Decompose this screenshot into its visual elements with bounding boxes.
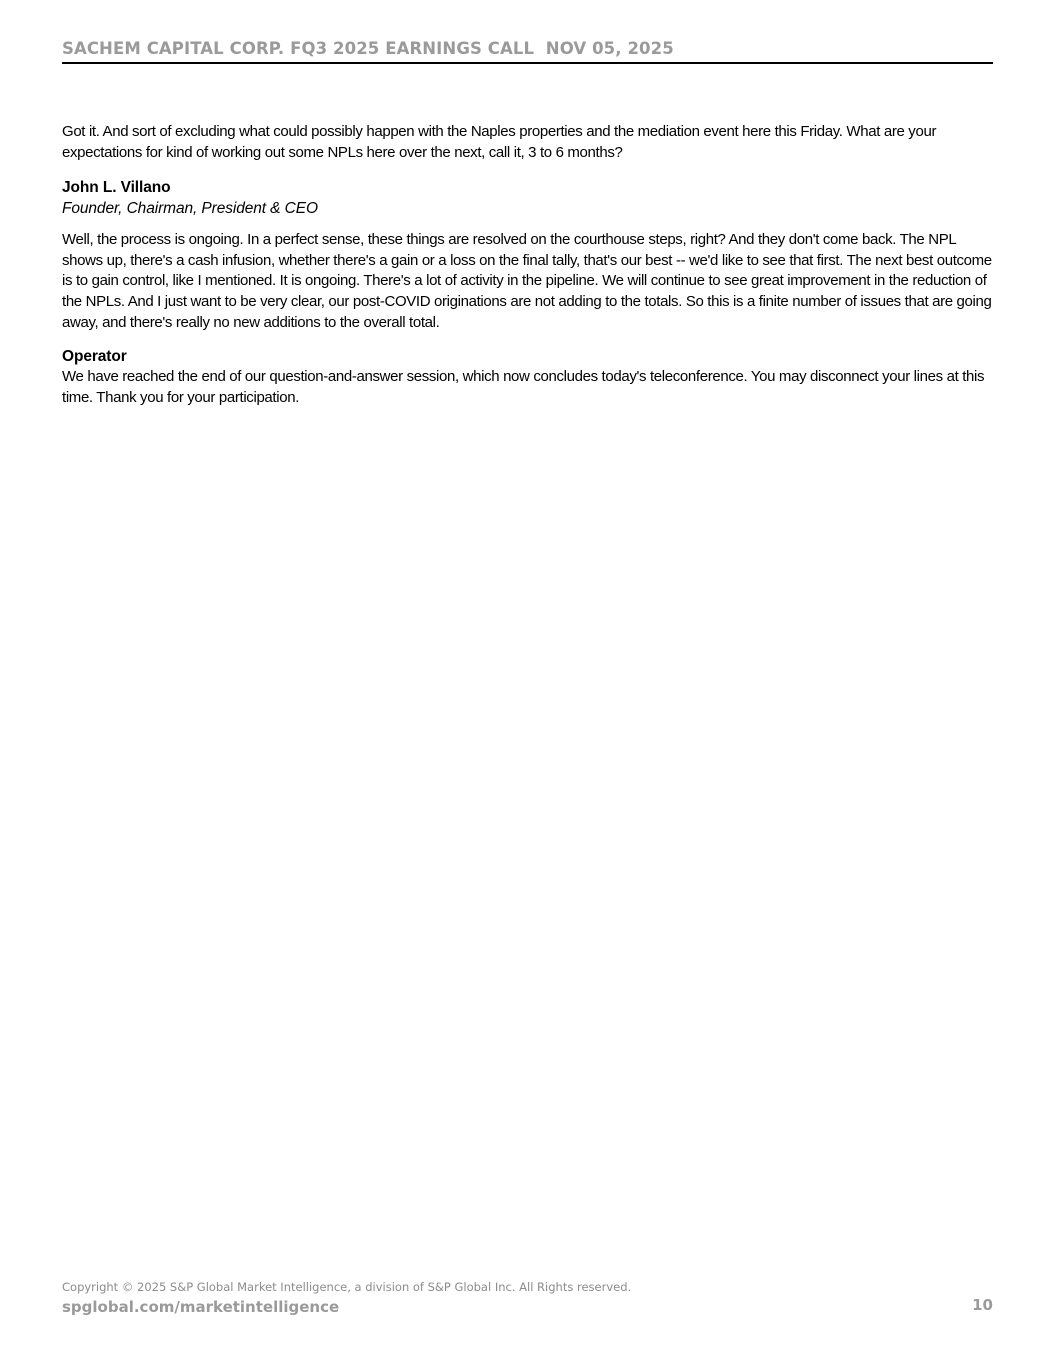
page-number: 10 xyxy=(972,1296,993,1314)
answer-speaker-name: John L. Villano xyxy=(62,179,171,197)
page-header xyxy=(62,38,993,64)
transcript-content xyxy=(62,122,997,408)
answer-speaker-title: Founder, Chairman, President & CEO xyxy=(62,200,318,218)
footer-url: spglobal.com/marketintelligence xyxy=(62,1298,340,1316)
answer-paragraph: Well, the process is ongoing. In a perfect sense, these things are resolved on the courthouse steps, right? And they don't come back. The NPL shows up, there's a cash infusion, whether there's a gain or a loss on the final tally, that's our best -- we'd like to see that first. The next best outcome is to gain control, like I mentioned. It is ongoing. There's a lot of activity in the pipeline. We will continue to see great improvement in the reduction of the NPLs. And I just want to be very clear, our post-COVID originations are not adding to the totals. So this is a finite number of issues that are going away, and there's really no new additions to the overall total. xyxy=(62,231,992,331)
footer-copyright: Copyright © 2025 S&P Global Market Intelligence, a division of S&P Global Inc. All Rights reserved. xyxy=(62,1280,632,1294)
header-title: SACHEM CAPITAL CORP. FQ3 2025 EARNINGS CALL NOV 05, 2025 xyxy=(62,39,674,58)
question-paragraph: Got it. And sort of excluding what could possibly happen with the Naples properties and the mediation event here this Friday. What are your expectations for kind of working out some NPLs here over the next, call it, 3 to 6 months? xyxy=(62,123,937,161)
operator-speaker-name: Operator xyxy=(62,348,127,366)
operator-paragraph: We have reached the end of our question-and-answer session, which now concludes today's teleconference. You may disconnect your lines at this time. Thank you for your participation. xyxy=(62,368,985,406)
